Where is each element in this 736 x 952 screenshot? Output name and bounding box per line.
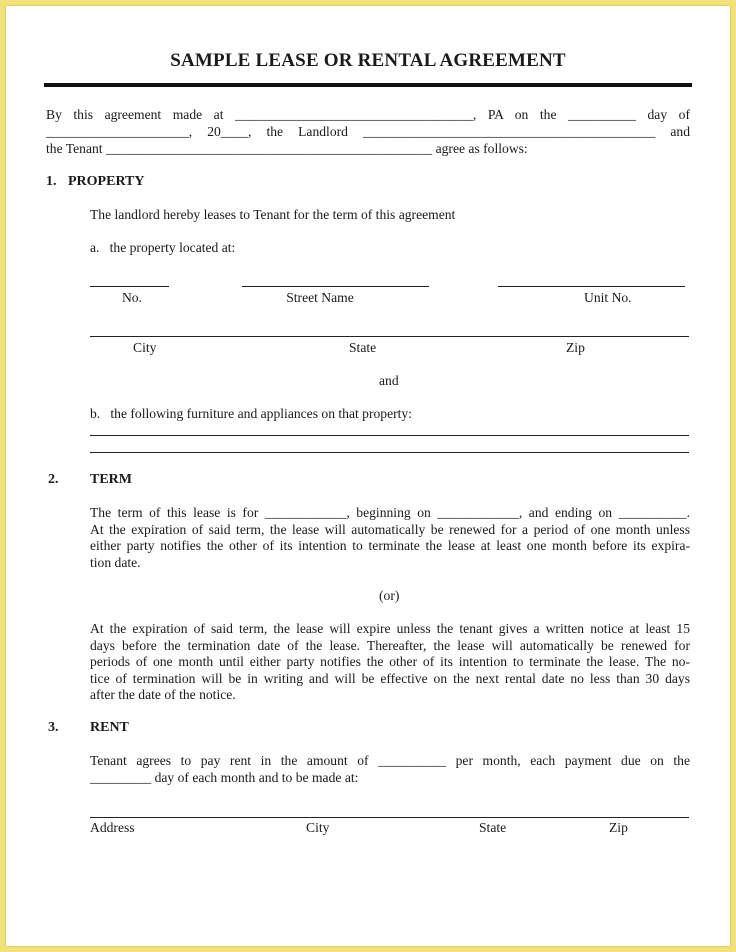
document-page (6, 6, 730, 946)
title-rule (44, 83, 692, 87)
rent-paragraph (90, 753, 690, 786)
label-rent-city: City (306, 820, 330, 835)
section-1-number: 1. (46, 174, 57, 189)
label-state: State (349, 340, 377, 355)
label-zip: Zip (566, 340, 585, 355)
term-p1-line: The term of this lease is for ____________, beginning on ____________, and ending on __________. (90, 505, 690, 520)
term-paragraph-2 (90, 621, 690, 704)
section-2-number: 2. (48, 472, 59, 487)
and-text: and (379, 373, 399, 388)
label-unit-no: Unit No. (584, 290, 632, 305)
unit-blank-line (498, 286, 685, 287)
furniture-line-2 (90, 452, 689, 453)
label-rent-zip: Zip (609, 820, 628, 835)
section-1-item-b: b. the following furniture and appliances on that property: (90, 406, 413, 421)
intro-line-2: _____________________, 20____, the Landlord ___________________________________________ and (46, 124, 690, 139)
section-1-lead: The landlord hereby leases to Tenant for the term of this agreement (90, 207, 456, 222)
rent-line: _________ day of each month and to be made at: (90, 769, 359, 785)
rent-line: Tenant agrees to pay rent in the amount of __________ per month, each payment due on the (90, 753, 690, 768)
term-p1-line: either party notifies the other of its intention to terminate the lease at least one month before its expira- (90, 538, 690, 553)
section-3-heading: RENT (90, 720, 129, 735)
term-p2-line: days before the termination date of the lease. Thereafter, the lease will automatically be renewed for (90, 637, 690, 653)
term-p2-line: tice of termination will be in writing and will be effective on the next rental date no less than 30 days (90, 670, 690, 686)
address-line (90, 817, 689, 818)
section-2-heading: TERM (90, 472, 132, 487)
section-1-item-a: a. the property located at: (90, 240, 236, 255)
or-text: (or) (379, 588, 400, 603)
label-address: Address (90, 820, 135, 835)
term-p2-line: At the expiration of said term, the lease will expire unless the tenant gives a written notice at least 15 (90, 621, 690, 636)
term-p1-line: tion date. (90, 554, 141, 570)
no-blank-line (90, 286, 169, 287)
city-state-zip-line (90, 336, 689, 337)
section-1-heading: PROPERTY (68, 174, 145, 189)
label-city: City (133, 340, 157, 355)
furniture-line-1 (90, 435, 689, 436)
label-street-name: Street Name (286, 290, 354, 305)
term-p2-line: periods of one month until either party notifies the other of its intention to terminate the lease. The no- (90, 654, 690, 669)
label-no: No. (121, 290, 142, 305)
label-rent-state: State (479, 820, 507, 835)
term-p1-line: At the expiration of said term, the lease will automatically be renewed for a period of one month unless (90, 521, 690, 537)
section-3-number: 3. (48, 720, 59, 735)
intro-line-1: By this agreement made at ___________________________________, PA on the __________ day of (46, 107, 690, 122)
document-title: SAMPLE LEASE OR RENTAL AGREEMENT (170, 50, 566, 71)
term-paragraph-1 (90, 505, 690, 571)
term-p2-line: after the date of the notice. (90, 687, 236, 702)
intro-line-3: the Tenant ________________________________________________ agree as follows: (46, 141, 528, 156)
street-blank-line (242, 286, 429, 287)
